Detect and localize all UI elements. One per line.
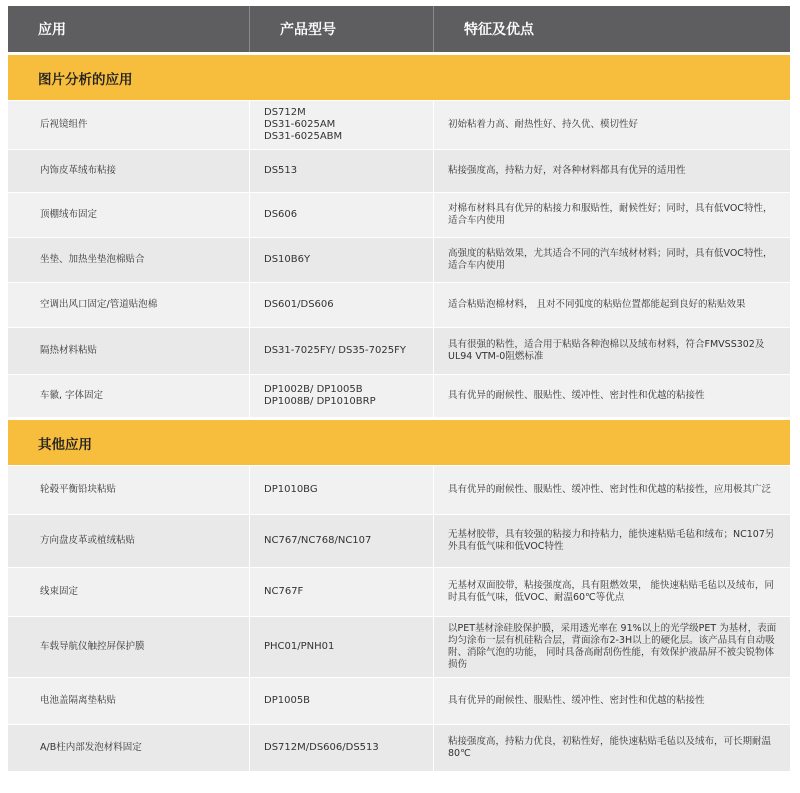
application-cell: 隔热材料粘贴 [8,328,250,374]
application-cell: 方向盘皮革或植绒粘贴 [8,515,250,567]
model-number: DS31-6025AM [264,119,336,130]
model-number: NC767/NC768/NC107 [264,535,372,546]
model-cell [250,101,434,149]
features-cell: 具有优异的耐候性、服贴性、缓冲性、密封性和优越的粘接性，应用极其广泛 [448,484,772,495]
table-row [8,192,790,237]
model-number: DS31-6025ABM [264,131,343,142]
model-cell [250,283,434,327]
model-number: DS601/DS606 [264,299,334,310]
model-cell [250,617,434,677]
model-number: DP1002B/ DP1005B [264,384,363,395]
features-cell: 适合粘贴泡棉材料， 且对不同弧度的粘贴位置都能起到良好的粘贴效果 [448,299,746,310]
application-cell: 车徽, 字体固定 [8,375,250,417]
table-row [8,514,790,567]
header-model: 产品型号 [250,6,434,52]
table-row [8,567,790,616]
table-row [8,327,790,374]
table-row [8,149,790,192]
model-cell [250,466,434,514]
table-row [8,677,790,724]
application-cell: 车载导航仪触控屏保护膜 [8,617,250,677]
model-number: NC767F [264,586,304,597]
features-cell: 粘接强度高，持粘力优良，初粘性好，能快速粘贴毛毡以及绒布，可长期耐温80℃ [448,736,772,759]
model-number: DP1008B/ DP1010BRP [264,396,376,407]
model-number: DS31-7025FY/ DS35-7025FY [264,345,406,356]
features-cell: 初始粘着力高、耐热性好、持久优、模切性好 [448,119,639,130]
table-row [8,616,790,677]
features-cell: 以PET基材涂硅胶保护膜，采用透光率在 91%以上的光学级PET 为基材，表面均匀涂布一层有机硅粘合层，背面涂布2-3H以上的硬化层。该产品具有自动吸附、消除气泡的功能， 同时具备高耐刮伤性能，有效保护液晶屏不被尖锐物体损伤 [448,623,777,670]
features-cell: 粘接强度高，持粘力好，对各种材料都具有优异的适用性 [448,165,686,176]
table-row [8,465,790,514]
features-cell: 无基材胶带，具有较强的粘接力和持粘力，能快速粘贴毛毡和绒布；NC107另外具有低气味和低VOC特性 [448,529,775,552]
model-cell [250,150,434,192]
model-cell [250,375,434,417]
model-cell [250,515,434,567]
model-number: DS513 [264,165,298,176]
model-number: PHC01/PNH01 [264,641,335,652]
application-cell: 后视镜组件 [8,101,250,149]
model-number: DS10B6Y [264,254,311,265]
section-heading: 图片分析的应用 [8,52,790,100]
model-number: DS712M [264,107,306,118]
model-number: DS606 [264,209,298,220]
product-table [8,6,790,771]
table-row [8,100,790,149]
model-cell [250,328,434,374]
table-row [8,724,790,771]
application-cell: 线束固定 [8,568,250,616]
features-cell: 具有优异的耐候性、服贴性、缓冲性、密封性和优越的粘接性 [448,390,705,401]
features-cell: 无基材双面胶带，粘接强度高，具有阻燃效果， 能快速粘贴毛毡以及绒布，同时具有低气味，低VOC、耐温60℃等优点 [448,580,775,603]
application-cell: 电池盖隔离垫粘贴 [8,678,250,724]
table-header [8,6,790,52]
table-body [8,52,790,771]
application-cell: A/B柱内部发泡材料固定 [8,725,250,771]
application-cell: 顶棚绒布固定 [8,193,250,237]
model-cell [250,725,434,771]
model-cell [250,678,434,724]
features-cell: 对棉布材料具有优异的粘接力和服贴性，耐候性好；同时，具有低VOC特性，适合车内使用 [448,203,773,226]
table-row [8,282,790,327]
model-cell [250,238,434,282]
table-row [8,374,790,417]
model-cell [250,193,434,237]
application-cell: 坐垫、加热坐垫泡棉贴合 [8,238,250,282]
application-cell: 内饰皮革绒布粘接 [8,150,250,192]
features-cell: 具有优异的耐候性、服贴性、缓冲性、密封性和优越的粘接性 [448,695,705,706]
table-row [8,237,790,282]
section-heading: 其他应用 [8,417,790,465]
application-cell: 空调出风口固定/管道贴泡棉 [8,283,250,327]
header-application: 应用 [8,6,250,52]
features-cell: 高强度的粘贴效果，尤其适合不同的汽车绒材材料；同时，具有低VOC特性，适合车内使用 [448,248,773,271]
model-number: DP1010BG [264,484,318,495]
model-cell [250,568,434,616]
features-cell: 具有很强的粘性，适合用于粘贴各种泡棉以及绒布材料，符合FMVSS302及UL94 VTM-0阻燃标准 [448,339,765,362]
header-features: 特征及优点 [464,22,534,38]
application-cell: 轮毂平衡铅块粘贴 [8,466,250,514]
model-number: DP1005B [264,695,311,706]
model-number: DS712M/DS606/DS513 [264,742,379,753]
